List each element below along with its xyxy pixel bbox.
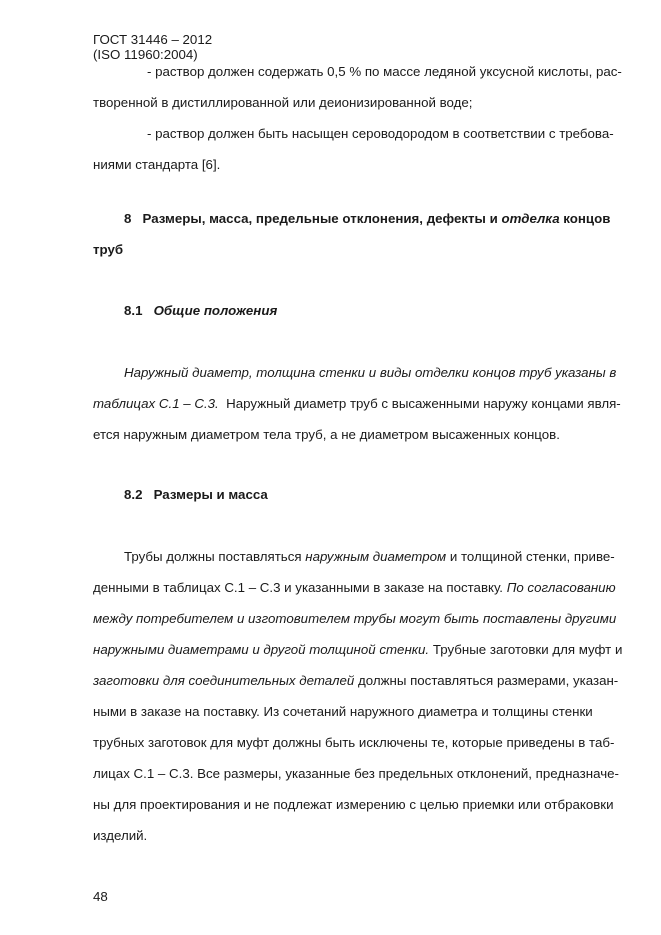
section-8-title-b: концов xyxy=(559,211,611,226)
bullet-2-line-1: - раствор должен быть насыщен сероводородом в соответствии с требова- xyxy=(147,126,614,141)
s82-line-5 xyxy=(93,673,618,689)
page-number: 48 xyxy=(93,889,108,904)
standard-number: ГОСТ 31446 – 2012 xyxy=(93,32,213,47)
s82-line-3: между потребителем и изготовителем трубы могут быть поставлены другими xyxy=(93,611,617,626)
s81-p1-line-1: Наружный диаметр, толщина стенки и виды отделки концов труб указаны в xyxy=(124,365,617,380)
s82-l4-b: Трубные заготовки для муфт и xyxy=(429,642,623,657)
s82-l2-italic: По согласованию xyxy=(506,580,616,595)
s82-l5-italic: заготовки для соединительных деталей xyxy=(93,673,355,688)
section-8-1-number: 8.1 xyxy=(124,303,143,318)
s81-tables-ref: таблицах С.1 – С.3. xyxy=(93,396,219,411)
section-8-heading-line-2: труб xyxy=(93,242,124,257)
s82-line-8: лицах С.1 – С.3. Все размеры, указанные без предельных отклонений, предназначе- xyxy=(93,766,619,781)
s82-l1-b: и толщиной стенки, приве- xyxy=(446,549,615,564)
s82-l1-italic: наружным диаметром xyxy=(305,549,447,564)
s82-l5-b: должны поставляться размерами, указан- xyxy=(354,673,619,688)
s82-line-7: трубных заготовок для муфт должны быть исключены те, которые приведены в таб- xyxy=(93,735,615,750)
s82-line-2 xyxy=(93,580,616,596)
s82-l2-a: денными в таблицах С.1 – С.3 и указанными в заказе на поставку. xyxy=(93,580,507,595)
iso-reference: (ISO 11960:2004) xyxy=(93,47,198,62)
bullet-2-line-2: ниями стандарта [6]. xyxy=(93,157,221,172)
section-8-2-number: 8.2 xyxy=(124,487,143,502)
section-8-heading xyxy=(124,211,610,227)
section-8-number: 8 xyxy=(124,211,132,226)
section-8-1-title: Общие положения xyxy=(153,303,278,318)
section-8-title-a: Размеры, масса, предельные отклонения, дефекты и xyxy=(142,211,502,226)
s82-line-10: изделий. xyxy=(93,828,148,843)
s82-line-6: ными в заказе на поставку. Из сочетаний наружного диаметра и толщины стенки xyxy=(93,704,593,719)
s81-p1-line-3: ется наружным диаметром тела труб, а не диаметром высаженных концов. xyxy=(93,427,560,442)
s82-line-9: ны для проектирования и не подлежат измерению с целью приемки или отбраковки xyxy=(93,797,614,812)
s82-line-4 xyxy=(93,642,622,658)
s82-line-1 xyxy=(124,549,615,565)
section-8-title-italic: отделка xyxy=(501,211,560,226)
s81-p1-line-2-rest: Наружный диаметр труб с высаженными наружу концами явля- xyxy=(218,396,621,411)
s82-l1-a: Трубы должны поставляться xyxy=(124,549,306,564)
section-8-2-title: Размеры и масса xyxy=(153,487,268,502)
s82-l4-italic: наружными диаметрами и другой толщиной стенки. xyxy=(93,642,430,657)
section-8-2-heading xyxy=(124,487,268,503)
s81-p1-line-2 xyxy=(93,396,621,412)
section-8-1-heading xyxy=(124,303,277,319)
bullet-1-line-1: - раствор должен содержать 0,5 % по массе ледяной уксусной кислоты, рас- xyxy=(147,64,622,79)
bullet-1-line-2: творенной в дистиллированной или деионизированной воде; xyxy=(93,95,473,110)
